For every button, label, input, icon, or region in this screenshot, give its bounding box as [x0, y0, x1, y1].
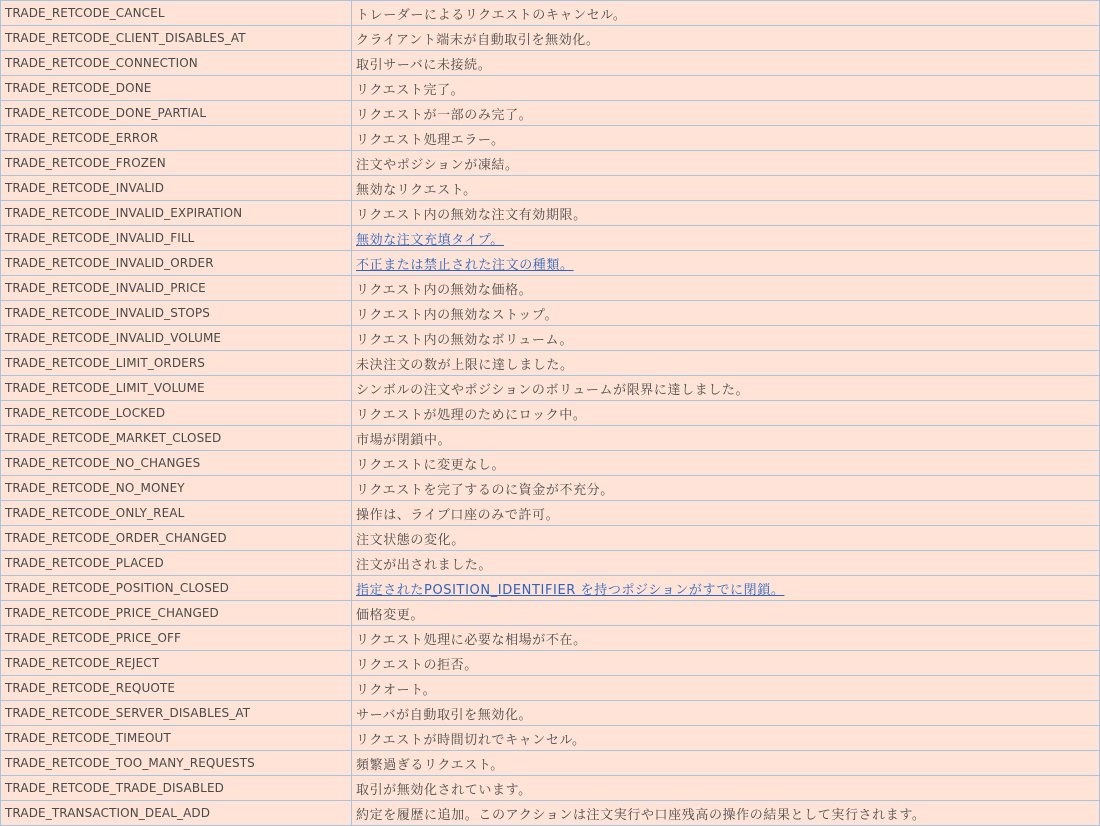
retcode-description-cell: リクエスト内の無効な価格。: [352, 276, 1100, 301]
table-row: [1, 126, 1100, 151]
table-row: [1, 251, 1100, 276]
retcode-description-cell: 取引が無効化されています。: [352, 776, 1100, 801]
retcode-description-cell: リクエストが時間切れでキャンセル。: [352, 726, 1100, 751]
retcode-name-cell: TRADE_RETCODE_LIMIT_ORDERS: [1, 351, 352, 376]
retcode-description-cell: [352, 226, 1100, 251]
table-row: [1, 551, 1100, 576]
table-row: [1, 501, 1100, 526]
table-row: [1, 451, 1100, 476]
table-row: [1, 176, 1100, 201]
retcode-description-cell: リクエストが一部のみ完了。: [352, 101, 1100, 126]
table-row: [1, 76, 1100, 101]
table-row: [1, 726, 1100, 751]
table-row: [1, 101, 1100, 126]
table-row: [1, 801, 1100, 826]
retcode-name-cell: TRADE_RETCODE_MARKET_CLOSED: [1, 426, 352, 451]
retcode-description-link[interactable]: 不正または禁止された注文の種類。: [356, 257, 574, 273]
retcode-name-cell: TRADE_RETCODE_TIMEOUT: [1, 726, 352, 751]
retcode-name-cell: TRADE_RETCODE_PLACED: [1, 551, 352, 576]
table-row: [1, 51, 1100, 76]
retcode-name-cell: TRADE_RETCODE_ONLY_REAL: [1, 501, 352, 526]
table-row: [1, 301, 1100, 326]
retcode-name-cell: TRADE_RETCODE_NO_MONEY: [1, 476, 352, 501]
retcode-description-cell: 注文やポジションが凍結。: [352, 151, 1100, 176]
retcode-description-cell: 注文が出されました。: [352, 551, 1100, 576]
table-row: [1, 351, 1100, 376]
retcode-description-cell: シンボルの注文やポジションのボリュームが限界に達しました。: [352, 376, 1100, 401]
retcode-description-cell: 市場が閉鎖中。: [352, 426, 1100, 451]
table-row: [1, 426, 1100, 451]
retcode-description-cell: リクオート。: [352, 676, 1100, 701]
retcode-description-cell: トレーダーによるリクエストのキャンセル。: [352, 1, 1100, 26]
retcode-description-cell: クライアント端末が自動取引を無効化。: [352, 26, 1100, 51]
retcode-name-cell: TRADE_RETCODE_FROZEN: [1, 151, 352, 176]
table-row: [1, 576, 1100, 601]
table-row: [1, 476, 1100, 501]
retcode-description-cell: [352, 251, 1100, 276]
table-row: [1, 651, 1100, 676]
retcode-description-cell: 操作は、ライブ口座のみで許可。: [352, 501, 1100, 526]
retcode-name-cell: TRADE_RETCODE_POSITION_CLOSED: [1, 576, 352, 601]
retcode-description-link[interactable]: 指定されたPOSITION_IDENTIFIER を持つポジションがすでに閉鎖。: [356, 582, 785, 598]
retcode-name-cell: TRADE_RETCODE_LOCKED: [1, 401, 352, 426]
retcode-name-cell: TRADE_RETCODE_INVALID_FILL: [1, 226, 352, 251]
retcode-description-cell: リクエスト内の無効なボリューム。: [352, 326, 1100, 351]
retcode-description-cell: リクエスト内の無効な注文有効期限。: [352, 201, 1100, 226]
retcode-description-cell: 頻繁過ぎるリクエスト。: [352, 751, 1100, 776]
table-row: [1, 326, 1100, 351]
retcode-name-cell: TRADE_RETCODE_INVALID_STOPS: [1, 301, 352, 326]
retcode-name-cell: TRADE_RETCODE_INVALID_VOLUME: [1, 326, 352, 351]
table-row: [1, 201, 1100, 226]
retcode-name-cell: TRADE_RETCODE_CONNECTION: [1, 51, 352, 76]
retcode-description-cell: リクエスト完了。: [352, 76, 1100, 101]
retcode-name-cell: TRADE_RETCODE_SERVER_DISABLES_AT: [1, 701, 352, 726]
retcode-name-cell: TRADE_RETCODE_INVALID_EXPIRATION: [1, 201, 352, 226]
retcode-description-cell: 約定を履歴に追加。このアクションは注文実行や口座残高の操作の結果として実行されます。: [352, 801, 1100, 826]
retcode-description-cell: 取引サーバに未接続。: [352, 51, 1100, 76]
retcode-name-cell: TRADE_RETCODE_PRICE_CHANGED: [1, 601, 352, 626]
table-row: [1, 676, 1100, 701]
table-row: [1, 751, 1100, 776]
table-row: [1, 151, 1100, 176]
retcode-name-cell: TRADE_RETCODE_REJECT: [1, 651, 352, 676]
retcode-description-cell: 価格変更。: [352, 601, 1100, 626]
retcode-description-cell: リクエスト処理に必要な相場が不在。: [352, 626, 1100, 651]
table-row: [1, 626, 1100, 651]
retcode-name-cell: TRADE_RETCODE_PRICE_OFF: [1, 626, 352, 651]
table-row: [1, 1, 1100, 26]
retcode-name-cell: TRADE_RETCODE_TRADE_DISABLED: [1, 776, 352, 801]
retcode-name-cell: TRADE_RETCODE_REQUOTE: [1, 676, 352, 701]
table-row: [1, 401, 1100, 426]
retcode-name-cell: TRADE_RETCODE_INVALID_PRICE: [1, 276, 352, 301]
retcode-name-cell: TRADE_RETCODE_INVALID_ORDER: [1, 251, 352, 276]
retcode-name-cell: TRADE_RETCODE_CANCEL: [1, 1, 352, 26]
retcode-description-cell: リクエスト処理エラー。: [352, 126, 1100, 151]
retcode-description-cell: リクエストを完了するのに資金が不充分。: [352, 476, 1100, 501]
retcode-description-link[interactable]: 無効な注文充填タイプ。: [356, 232, 504, 248]
table-row: [1, 776, 1100, 801]
retcode-name-cell: TRADE_RETCODE_DONE_PARTIAL: [1, 101, 352, 126]
retcode-description-cell: リクエストの拒否。: [352, 651, 1100, 676]
retcode-name-cell: TRADE_RETCODE_DONE: [1, 76, 352, 101]
retcode-description-cell: 無効なリクエスト。: [352, 176, 1100, 201]
retcode-name-cell: TRADE_RETCODE_INVALID: [1, 176, 352, 201]
retcode-name-cell: TRADE_RETCODE_TOO_MANY_REQUESTS: [1, 751, 352, 776]
retcode-description-cell: リクエストが処理のためにロック中。: [352, 401, 1100, 426]
retcode-description-cell: サーバが自動取引を無効化。: [352, 701, 1100, 726]
retcode-name-cell: TRADE_RETCODE_ERROR: [1, 126, 352, 151]
retcode-description-cell: 未決注文の数が上限に達しました。: [352, 351, 1100, 376]
retcode-name-cell: TRADE_RETCODE_ORDER_CHANGED: [1, 526, 352, 551]
retcode-description-cell: [352, 576, 1100, 601]
retcode-description-cell: 注文状態の変化。: [352, 526, 1100, 551]
table-row: [1, 701, 1100, 726]
retcode-table-body: [1, 1, 1100, 826]
retcode-description-cell: リクエストに変更なし。: [352, 451, 1100, 476]
table-row: [1, 376, 1100, 401]
table-row: [1, 601, 1100, 626]
retcode-name-cell: TRADE_RETCODE_CLIENT_DISABLES_AT: [1, 26, 352, 51]
table-row: [1, 526, 1100, 551]
table-row: [1, 26, 1100, 51]
retcode-description-cell: リクエスト内の無効なストップ。: [352, 301, 1100, 326]
retcode-name-cell: TRADE_RETCODE_NO_CHANGES: [1, 451, 352, 476]
retcode-name-cell: TRADE_RETCODE_LIMIT_VOLUME: [1, 376, 352, 401]
table-row: [1, 226, 1100, 251]
table-row: [1, 276, 1100, 301]
retcode-name-cell: TRADE_TRANSACTION_DEAL_ADD: [1, 801, 352, 826]
